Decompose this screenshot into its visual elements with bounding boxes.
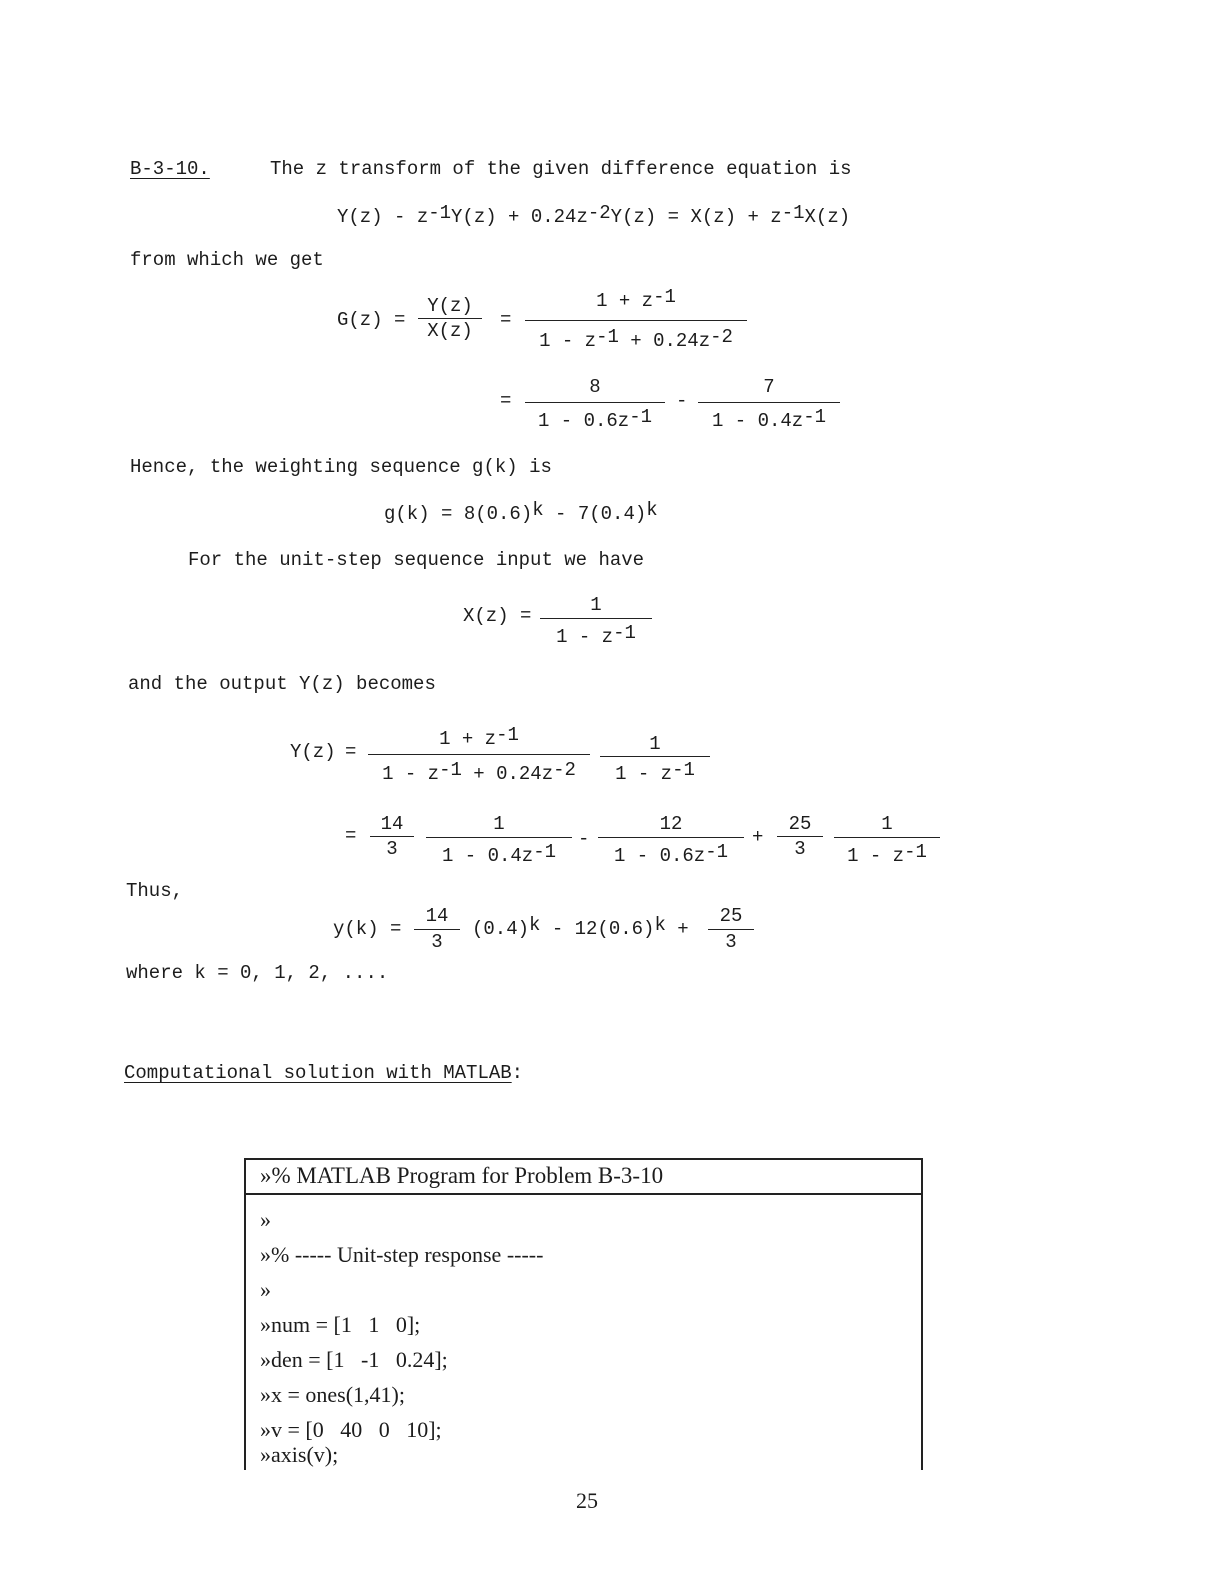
code-line: »axis(v); [260, 1442, 339, 1467]
matlab-code-box [244, 1158, 923, 1470]
code-line: » [260, 1277, 271, 1302]
hence-text: Hence, the weighting sequence g(k) is [130, 456, 552, 478]
weighting-sequence-equation: $g(k) = 8(0.6)^k - 7(0.4)^k$ [384, 499, 658, 525]
document-page: B-3-10. The z transform of the given difference equation is $Y(z) - z^{-1}Y(z) + 0.24z^{-2}Y(z) = X(z) + z^{-1}X(z)$ from which we get G(z) = Y(z) X(z) = $1 + z^{-1}$ $1 - z^{-1} + 0.24z^{-2}$ = 8 $1 - 0.6z^{-1}$ - 7 $1 - 0.4z^{-1}$ Hence, the weighting sequence g(k) is $g(k) = 8(0.6)^k - 7(0.4)^k$ For the unit-step sequence input we have X(z) = 1 $1 - z^{-1}$ and the output Y(z) becomes Y(z) = $1 + z^{-1}$ $1 - z^{-1} + 0.24z^{-2}$ 1 $1 - z^{-1}$ = 14 3 1 $1 - 0.4z^{-1}$ - 12 $1 - 0.6z^{-1}$ + 25 3 1 $1 - z^{-1}$ Thus, y(k) = 14 3 $(0.4)^k - 12(0.6)^k$ + 25 3 where k = 0, 1, 2, .... Computational solution with MATLAB: »% MATLAB Program for Problem B-3-10 » »% ----- Unit-step response ----- » »num = [1 1 0]; »den = [1 -1 0.24]; »x = ones(1,41); »v = [0 40 0 10]; »axis(v); 25 [0, 0, 1210, 1583]
code-line: »num = [1 1 0]; [260, 1312, 421, 1337]
page-number: 25 [576, 1488, 598, 1513]
problem-label: B-3-10. [130, 158, 210, 180]
output-text: and the output Y(z) becomes [128, 673, 436, 695]
z-transform-equation: $Y(z) - z^{-1}Y(z) + 0.24z^{-2}Y(z) = X(z) + z^{-1}X(z)$ [337, 202, 851, 228]
code-line: » [260, 1207, 271, 1232]
where-text: where k = 0, 1, 2, .... [126, 962, 389, 984]
code-line: »% ----- Unit-step response ----- [260, 1242, 544, 1267]
matlab-header: »% MATLAB Program for Problem B-3-10 [246, 1160, 921, 1195]
code-line: »x = ones(1,41); [260, 1382, 405, 1407]
code-line: »den = [1 -1 0.24]; [260, 1347, 448, 1372]
matlab-heading: Computational solution with MATLAB: [124, 1062, 524, 1084]
intro-text: The z transform of the given difference equation is [270, 158, 852, 180]
code-line: »v = [0 40 0 10]; [260, 1417, 442, 1442]
thus-text: Thus, [126, 880, 184, 902]
unit-step-text: For the unit-step sequence input we have [188, 549, 645, 571]
from-which-text: from which we get [130, 249, 324, 271]
